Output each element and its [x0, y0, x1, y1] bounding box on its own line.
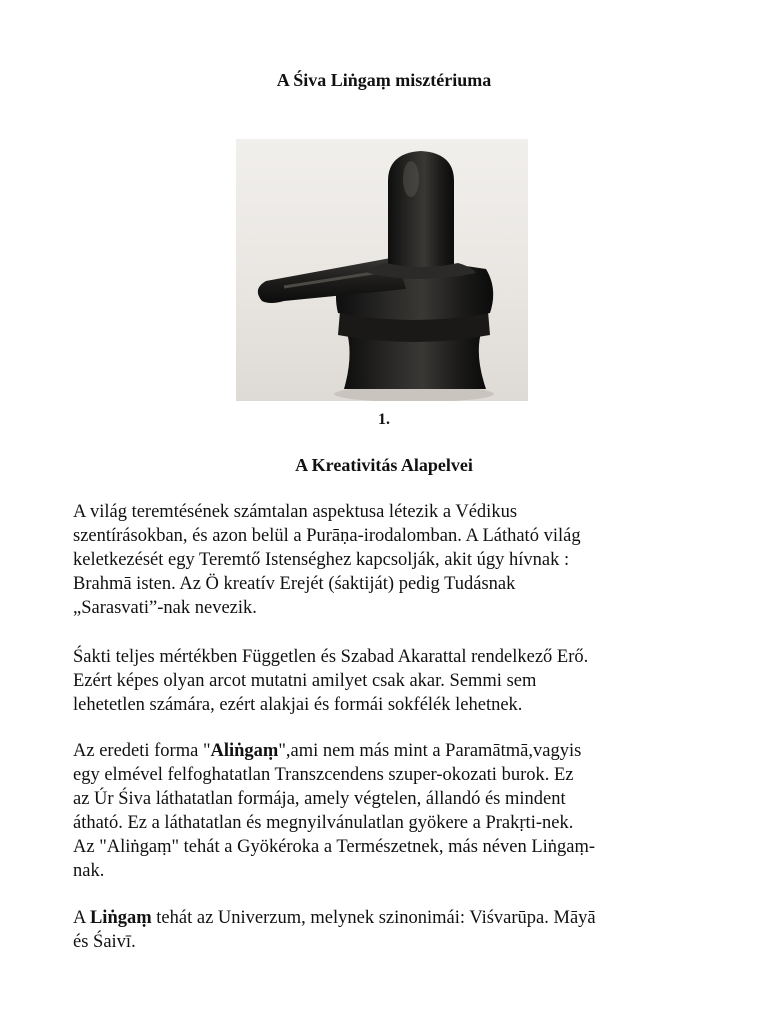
- text-run: ",ami nem más mint a Paramātmā,vagyis: [278, 741, 582, 761]
- paragraph-3: [73, 739, 703, 883]
- paragraph-1: [73, 500, 703, 620]
- paragraph-line: Śakti teljes mértékben Független és Szabad Akarattal rendelkező Erő.: [73, 647, 589, 667]
- shiva-lingam-photo: [236, 139, 528, 401]
- paragraph-line: és Śaivī.: [73, 932, 136, 952]
- paragraph-line: lehetetlen számára, ezért alakjai és formái sokfélék lehetnek.: [73, 695, 523, 715]
- paragraph-line: Az "Aliṅgaṃ" tehát a Gyökéroka a Természetnek, más néven Liṅgaṃ-: [73, 837, 596, 857]
- text-run: A: [73, 908, 90, 928]
- paragraph-line: A világ teremtésének számtalan aspektusa létezik a Védikus: [73, 502, 518, 522]
- paragraph-2: [73, 645, 703, 717]
- paragraph-line: [73, 739, 703, 763]
- paragraph-line: Brahmā isten. Az Ö kreatív Erejét (śaktiját) pedig Tudásnak: [73, 574, 516, 594]
- paragraph-line: [73, 906, 703, 930]
- paragraph-line: Ezért képes olyan arcot mutatni amilyet csak akar. Semmi sem: [73, 671, 537, 691]
- text-run: tehát az Univerzum, melynek szinonimái: Viśvarūpa. Māyā: [151, 908, 596, 928]
- lingam-illustration: [236, 139, 528, 401]
- bold-term: Aliṅgaṃ: [210, 741, 279, 761]
- paragraph-line: egy elmével felfoghatatlan Transzcendens szuper-okozati burok. Ez: [73, 765, 574, 785]
- document-title: A Śiva Liṅgaṃ misztériuma: [276, 70, 492, 90]
- paragraph-4: [73, 906, 703, 954]
- section-heading: A Kreativitás Alapelvei: [295, 455, 473, 475]
- paragraph-line: szentírásokban, és azon belül a Purāṇa-irodalomban. A Látható világ: [73, 526, 581, 546]
- paragraph-line: az Úr Śiva láthatatlan formája, amely végtelen, állandó és mindent: [73, 789, 566, 809]
- text-run: Az eredeti forma ": [73, 741, 211, 761]
- figure-caption: 1.: [378, 411, 390, 428]
- paragraph-line: keletkezését egy Teremtő Istenséghez kapcsolják, akit úgy hívnak :: [73, 550, 570, 570]
- bold-term: Liṅgaṃ: [89, 908, 152, 928]
- paragraph-line: átható. Ez a láthatatlan és megnyilvánulatlan gyökere a Prakṛti-nek.: [73, 813, 574, 833]
- paragraph-line: „Sarasvati”-nak nevezik.: [73, 598, 257, 618]
- paragraph-line: nak.: [73, 861, 105, 881]
